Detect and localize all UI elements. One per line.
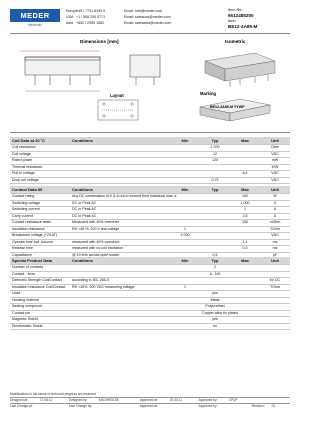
meder-logo: MEDER xyxy=(10,9,60,22)
table-row: Drop-out voltage 0,75 VDC xyxy=(10,177,290,184)
coil-data-section xyxy=(10,137,290,184)
min-header: Min xyxy=(170,257,200,265)
table-row: Breakdown voltage (+20 AT) 2 000 VDC xyxy=(10,233,290,240)
table-row: Insulation resistance RH <45 %, 100 V test voltage 1 TOhm xyxy=(10,226,290,233)
technical-drawing xyxy=(40,37,290,129)
isometric-view xyxy=(205,53,275,87)
table-header-row xyxy=(10,257,290,265)
conditions-header: Conditions xyxy=(70,137,170,145)
table-row: Contact rating Any DC combination of V & A not to exceed their individual max.'s 100 W xyxy=(10,194,290,201)
footer xyxy=(10,392,290,409)
table-header-row xyxy=(10,186,290,194)
item-block xyxy=(228,8,257,30)
item-no-label: Item No.: xyxy=(228,8,244,12)
typ-header: Typ xyxy=(200,137,230,145)
contact-block xyxy=(66,8,171,26)
table-row: Release time measured with no coil excitation 0,5 ms xyxy=(10,246,290,253)
contact-data-table xyxy=(10,186,290,259)
footer-note: Modifications in the sense of technical progress are reserved xyxy=(10,392,96,396)
unit-header: Unit xyxy=(260,137,290,145)
table-row: Sealing compound Polyurethan xyxy=(10,304,290,311)
isometric-title: Isometric xyxy=(225,39,246,44)
marking-view xyxy=(200,99,270,121)
marking-text: BE12-4A85-M YYWP xyxy=(210,105,245,109)
special-data-table xyxy=(10,257,290,330)
typ-header: Typ xyxy=(200,257,230,265)
side-view xyxy=(130,55,160,85)
coil-data-table xyxy=(10,137,290,184)
table-row: Switching current DC or Peak AC 1 A xyxy=(10,207,290,214)
table-row: Contact pin Copper alloy tin plated xyxy=(10,310,290,317)
table-row: Switching voltage DC or Peak AC 1 000 V xyxy=(10,200,290,207)
footer-row-designed: Designed at: 17.08.10 Designed by: MSCHROLEE Approved at: 02.03.11 Approved by: CPUP xyxy=(10,397,290,403)
layout-view xyxy=(98,100,138,120)
conditions-header: Conditions xyxy=(70,186,170,194)
contact-usa: USA +1 / 508 295 0771 Email: salesusa@meder.com xyxy=(66,15,171,19)
table-row: Coil resistance 1 200 Ohm xyxy=(10,145,290,152)
table-row: Insulation resistance Coil/Contact RH <45%, 200 VDC measuring voltage 1 TOhm xyxy=(10,284,290,291)
table-row: Dielectric Strength Coil/Contact according to IEC 255-5 kV DC xyxy=(10,278,290,285)
table-row: Lead yes xyxy=(10,291,290,298)
table-row: Pull-in voltage 8,4 VDC xyxy=(10,171,290,178)
min-header: Min xyxy=(170,186,200,194)
table-row: Coil voltage 12 VDC xyxy=(10,151,290,158)
divider xyxy=(10,132,290,133)
conditions-header: Conditions xyxy=(70,257,170,265)
table-row: Magnetic Shield yes xyxy=(10,317,290,324)
marking-title: Marking xyxy=(200,91,217,96)
table-header-row xyxy=(10,137,290,145)
special-data-title: Special Product Data xyxy=(10,257,70,265)
table-row: Contact resistance static Measured with 40% overdrive 150 mOhm xyxy=(10,220,290,227)
table-row: Thermal resistance K/W xyxy=(10,164,290,171)
max-header: Max xyxy=(230,186,260,194)
item-label: Item: xyxy=(228,19,237,23)
table-row: Number of contacts 2 xyxy=(10,265,290,272)
logo-subtitle: electronic xyxy=(28,23,42,27)
contact-data-title: Contact Data 85 xyxy=(10,186,70,194)
front-view xyxy=(20,51,100,91)
unit-header: Unit xyxy=(260,186,290,194)
layout-title: Layout xyxy=(110,93,124,98)
special-data-section xyxy=(10,257,290,330)
unit-header: Unit xyxy=(260,257,290,265)
table-row: Rated power 120 mW xyxy=(10,158,290,165)
table-row: Contact - form A - NO xyxy=(10,271,290,278)
min-header: Min xyxy=(170,137,200,145)
coil-data-title: Coil Data at 20 °C xyxy=(10,137,70,145)
typ-header: Typ xyxy=(200,186,230,194)
divider xyxy=(10,33,290,34)
table-row: Carry current DC or Peak AC 2,5 A xyxy=(10,213,290,220)
table-row: Capacitance @ 10 kHz across open switch 0,5 pF xyxy=(10,252,290,259)
table-row: Operate time incl. bounce measured with 40% overdrive 1,1 ms xyxy=(10,239,290,246)
max-header: Max xyxy=(230,137,260,145)
item-name: BE12-4A85-M xyxy=(228,24,258,29)
dimensions-title: Dimensions [mm] xyxy=(80,39,119,44)
contact-europe: Europe+49 / 7731 8399 0 Email: info@meder.com xyxy=(66,9,163,13)
table-row: Housing material Metal xyxy=(10,297,290,304)
max-header: Max xyxy=(230,257,260,265)
table-row: Electrostatic Shield no xyxy=(10,323,290,330)
contact-data-section xyxy=(10,186,290,259)
contact-asia: Asia +852 / 2955 1682 Email: salesasia@meder.com xyxy=(66,21,172,25)
footer-row-lastchange: Last Change at: Last Change by: Approved at: Approved by: Revision: 01 xyxy=(10,403,290,409)
item-no: 6612485200 xyxy=(228,13,254,18)
